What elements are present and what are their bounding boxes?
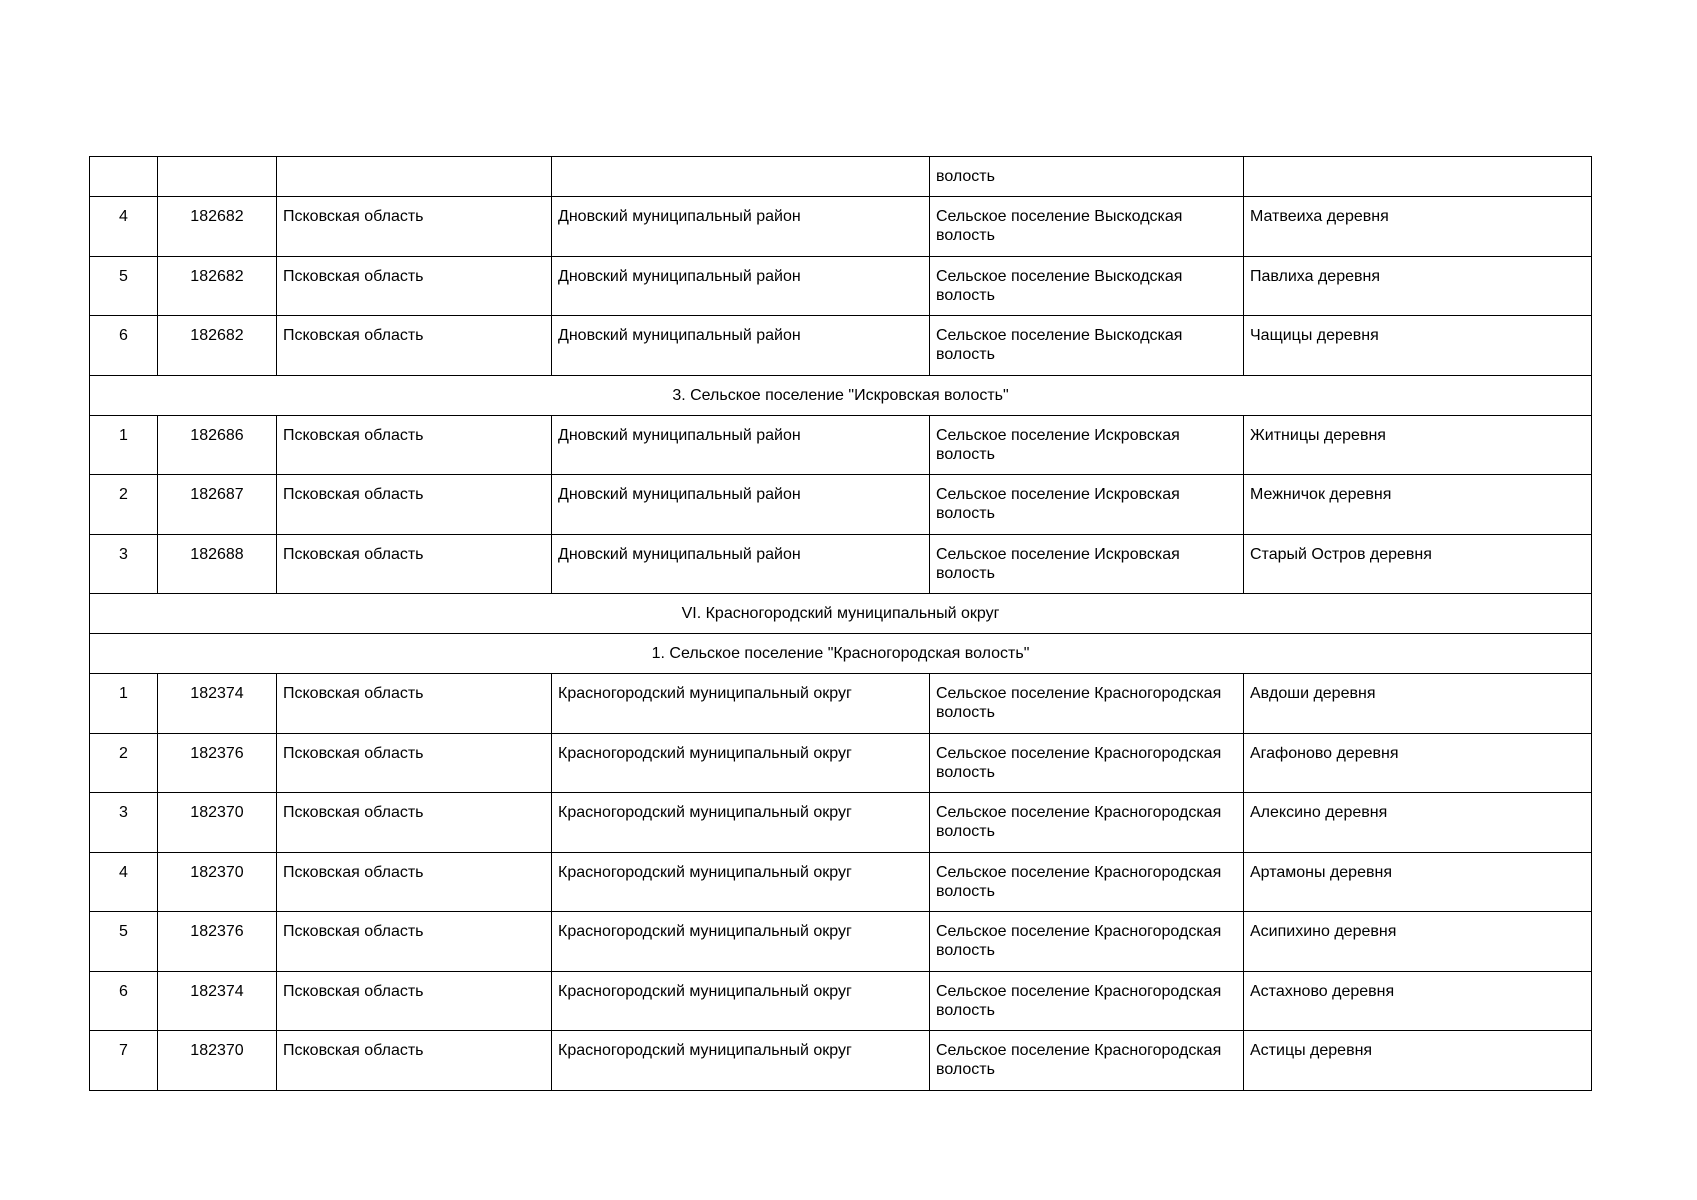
cell-postal-index: 182376 <box>158 733 277 793</box>
cell-municipality: волость <box>930 157 1244 197</box>
cell-postal-index: 182370 <box>158 1031 277 1091</box>
cell-district: Дновский муниципальный район <box>552 415 930 475</box>
cell-region: Псковская область <box>277 733 552 793</box>
cell-region: Псковская область <box>277 912 552 972</box>
cell-district: Дновский муниципальный район <box>552 256 930 316</box>
cell-num: 3 <box>90 793 158 853</box>
cell-region: Псковская область <box>277 415 552 475</box>
cell-region: Псковская область <box>277 971 552 1031</box>
cell-settlement: Житницы деревня <box>1244 415 1592 475</box>
cell-num: 6 <box>90 971 158 1031</box>
cell-postal-index: 182686 <box>158 415 277 475</box>
cell-district: Красногородский муниципальный округ <box>552 674 930 734</box>
settlement-registry-table <box>89 156 1592 1091</box>
cell-region: Псковская область <box>277 197 552 257</box>
cell-num: 3 <box>90 534 158 594</box>
cell-postal-index: 182376 <box>158 912 277 972</box>
cell-municipality: Сельское поселение Красногородская волость <box>930 674 1244 734</box>
cell-district: Дновский муниципальный район <box>552 475 930 535</box>
cell-postal-index: 182374 <box>158 674 277 734</box>
cell-num: 1 <box>90 415 158 475</box>
cell-municipality: Сельское поселение Красногородская волость <box>930 793 1244 853</box>
section-heading: 1. Сельское поселение "Красногородская волость" <box>90 634 1592 674</box>
cell-num <box>90 157 158 197</box>
cell-municipality: Сельское поселение Выскодская волость <box>930 316 1244 376</box>
table-row <box>90 534 1592 594</box>
cell-settlement: Асипихино деревня <box>1244 912 1592 972</box>
cell-settlement: Матвеиха деревня <box>1244 197 1592 257</box>
cell-settlement <box>1244 157 1592 197</box>
table-row <box>90 197 1592 257</box>
cell-postal-index: 182682 <box>158 256 277 316</box>
cell-municipality: Сельское поселение Красногородская волость <box>930 1031 1244 1091</box>
cell-postal-index: 182370 <box>158 852 277 912</box>
table-row <box>90 316 1592 376</box>
table-row <box>90 256 1592 316</box>
group-krasnogorod <box>90 674 1592 1091</box>
table-row <box>90 674 1592 734</box>
cell-district: Дновский муниципальный район <box>552 316 930 376</box>
table-row <box>90 475 1592 535</box>
cell-postal-index: 182682 <box>158 197 277 257</box>
section-heading-row <box>90 375 1592 415</box>
cell-region: Псковская область <box>277 793 552 853</box>
table-row <box>90 1031 1592 1091</box>
table-row <box>90 912 1592 972</box>
table-row <box>90 733 1592 793</box>
cell-postal-index: 182687 <box>158 475 277 535</box>
cell-postal-index: 182682 <box>158 316 277 376</box>
cell-district: Красногородский муниципальный округ <box>552 733 930 793</box>
cell-postal-index: 182374 <box>158 971 277 1031</box>
cell-settlement: Артамоны деревня <box>1244 852 1592 912</box>
cell-municipality: Сельское поселение Красногородская волость <box>930 852 1244 912</box>
cell-postal-index: 182370 <box>158 793 277 853</box>
cell-region: Псковская область <box>277 475 552 535</box>
cell-municipality: Сельское поселение Красногородская волость <box>930 912 1244 972</box>
cell-settlement: Астахново деревня <box>1244 971 1592 1031</box>
cell-num: 1 <box>90 674 158 734</box>
cell-num: 2 <box>90 733 158 793</box>
cell-district: Дновский муниципальный район <box>552 534 930 594</box>
table-row <box>90 971 1592 1031</box>
cell-district: Дновский муниципальный район <box>552 197 930 257</box>
cell-district <box>552 157 930 197</box>
table-row <box>90 793 1592 853</box>
cell-region: Псковская область <box>277 534 552 594</box>
group-vyskod <box>90 197 1592 376</box>
table-row <box>90 852 1592 912</box>
cell-num: 5 <box>90 912 158 972</box>
cell-region: Псковская область <box>277 256 552 316</box>
cell-district: Красногородский муниципальный округ <box>552 793 930 853</box>
cell-district: Красногородский муниципальный округ <box>552 1031 930 1091</box>
cell-region: Псковская область <box>277 1031 552 1091</box>
cell-settlement: Астицы деревня <box>1244 1031 1592 1091</box>
cell-municipality: Сельское поселение Выскодская волость <box>930 256 1244 316</box>
cell-municipality: Сельское поселение Красногородская волость <box>930 733 1244 793</box>
cell-municipality: Сельское поселение Красногородская волость <box>930 971 1244 1031</box>
cell-district: Красногородский муниципальный округ <box>552 971 930 1031</box>
cell-municipality: Сельское поселение Искровская волость <box>930 534 1244 594</box>
cell-district: Красногородский муниципальный округ <box>552 852 930 912</box>
cell-settlement: Старый Остров деревня <box>1244 534 1592 594</box>
cell-settlement: Агафоново деревня <box>1244 733 1592 793</box>
cell-index <box>158 157 277 197</box>
cell-region: Псковская область <box>277 316 552 376</box>
cell-num: 4 <box>90 197 158 257</box>
table-row <box>90 415 1592 475</box>
cell-num: 7 <box>90 1031 158 1091</box>
cell-settlement: Алексино деревня <box>1244 793 1592 853</box>
cell-postal-index: 182688 <box>158 534 277 594</box>
cell-num: 5 <box>90 256 158 316</box>
cell-district: Красногородский муниципальный округ <box>552 912 930 972</box>
cell-num: 6 <box>90 316 158 376</box>
cell-region: Псковская область <box>277 674 552 734</box>
group-iskrov <box>90 415 1592 594</box>
section-heading: 3. Сельское поселение "Искровская волость" <box>90 375 1592 415</box>
district-heading: VI. Красногородский муниципальный округ <box>90 594 1592 634</box>
cell-settlement: Межничок деревня <box>1244 475 1592 535</box>
cell-municipality: Сельское поселение Искровская волость <box>930 415 1244 475</box>
cell-region: Псковская область <box>277 852 552 912</box>
cell-settlement: Павлиха деревня <box>1244 256 1592 316</box>
cell-settlement: Чащицы деревня <box>1244 316 1592 376</box>
continuation-row <box>90 157 1592 197</box>
cell-municipality: Сельское поселение Выскодская волость <box>930 197 1244 257</box>
district-heading-row <box>90 594 1592 634</box>
cell-settlement: Авдоши деревня <box>1244 674 1592 734</box>
cell-municipality: Сельское поселение Искровская волость <box>930 475 1244 535</box>
section-heading-row <box>90 634 1592 674</box>
cell-region <box>277 157 552 197</box>
cell-num: 4 <box>90 852 158 912</box>
cell-num: 2 <box>90 475 158 535</box>
